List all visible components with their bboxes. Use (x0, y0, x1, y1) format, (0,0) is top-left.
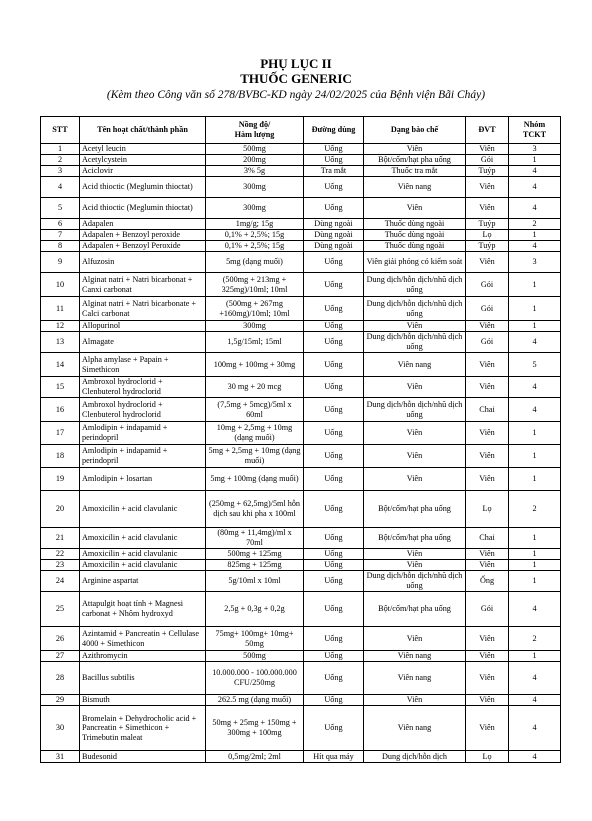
table-row (41, 166, 561, 177)
cell-name: Aciclovir (80, 166, 206, 177)
cell-name: Almagate (80, 332, 206, 353)
cell-unit: Lọ (466, 751, 509, 763)
cell-form: Dung dịch/hỗn dịch/nhũ dịch uống (364, 332, 466, 353)
cell-route: Uống (304, 321, 364, 332)
cell-stt: 1 (41, 144, 80, 155)
cell-form: Thuốc dùng ngoài (364, 241, 466, 252)
table-row (41, 252, 561, 273)
cell-stt: 14 (41, 353, 80, 377)
cell-group: 4 (509, 177, 561, 198)
cell-route: Uống (304, 468, 364, 491)
cell-route: Uống (304, 252, 364, 273)
cell-stt: 7 (41, 230, 80, 241)
cell-stt: 31 (41, 751, 80, 763)
cell-form: Viên nang (364, 353, 466, 377)
table-row (41, 241, 561, 252)
cell-unit: Viên (466, 549, 509, 560)
cell-group: 4 (509, 751, 561, 763)
cell-route: Uống (304, 592, 364, 627)
cell-strength: 300mg (206, 321, 304, 332)
cell-group: 4 (509, 706, 561, 751)
cell-name: Arginine aspartat (80, 571, 206, 592)
cell-stt: 8 (41, 241, 80, 252)
cell-strength: 300mg (206, 198, 304, 219)
cell-route: Uống (304, 273, 364, 297)
cell-form: Dung dịch/hỗn dịch/nhũ dịch uống (364, 398, 466, 422)
cell-stt: 4 (41, 177, 80, 198)
cell-route: Uống (304, 297, 364, 321)
cell-stt: 17 (41, 422, 80, 445)
cell-route: Uống (304, 560, 364, 571)
cell-route: Uống (304, 198, 364, 219)
cell-strength: 825mg + 125mg (206, 560, 304, 571)
cell-stt: 10 (41, 273, 80, 297)
cell-strength: (7,5mg + 5mcg)/5ml x 60ml (206, 398, 304, 422)
cell-name: Azintamid + Pancreatin + Cellulase 4000 + Simethicon (80, 627, 206, 651)
cell-name: Attapulgit hoạt tính + Magnesi carbonat + Nhôm hydroxyd (80, 592, 206, 627)
cell-name: Alginat natri + Natri bicarbonate + Calci carbonat (80, 297, 206, 321)
cell-form: Thuốc tra mắt (364, 166, 466, 177)
cell-route: Uống (304, 353, 364, 377)
cell-stt: 21 (41, 528, 80, 549)
table-row (41, 549, 561, 560)
cell-stt: 19 (41, 468, 80, 491)
cell-strength: 500mg (206, 651, 304, 662)
cell-strength: 200mg (206, 155, 304, 166)
cell-group: 1 (509, 528, 561, 549)
cell-route: Tra mắt (304, 166, 364, 177)
cell-unit: Viên (466, 468, 509, 491)
cell-unit: Tuýp (466, 166, 509, 177)
cell-strength: 0,5mg/2ml; 2ml (206, 751, 304, 763)
cell-strength: (500mg + 213mg + 325mg)/10ml; 10ml (206, 273, 304, 297)
cell-name: Adapalen + Benzoyl Peroxide (80, 241, 206, 252)
cell-unit: Gói (466, 297, 509, 321)
cell-name: Bacillus subtilis (80, 662, 206, 695)
cell-unit: Gói (466, 273, 509, 297)
cell-route: Uống (304, 695, 364, 706)
cell-group: 4 (509, 332, 561, 353)
cell-strength: 5mg (dạng muối) (206, 252, 304, 273)
table-body (41, 144, 561, 763)
cell-stt: 6 (41, 219, 80, 230)
cell-unit: Viên (466, 177, 509, 198)
table-row (41, 662, 561, 695)
cell-group: 1 (509, 230, 561, 241)
cell-strength: 3% 5g (206, 166, 304, 177)
table-row (41, 651, 561, 662)
cell-group: 1 (509, 571, 561, 592)
cell-unit: Gói (466, 592, 509, 627)
cell-route: Uống (304, 422, 364, 445)
cell-group: 1 (509, 321, 561, 332)
cell-unit: Tuýp (466, 241, 509, 252)
cell-name: Bromelain + Dehydrocholic acid + Pancreatin + Simethicon + Trimebutin maleat (80, 706, 206, 751)
cell-form: Viên (364, 144, 466, 155)
cell-group: 1 (509, 549, 561, 560)
cell-form: Dung dịch/hỗn dịch/nhũ dịch uống (364, 297, 466, 321)
cell-strength: 500mg (206, 144, 304, 155)
table-row (41, 297, 561, 321)
table-row (41, 353, 561, 377)
cell-stt: 5 (41, 198, 80, 219)
cell-unit: Chai (466, 528, 509, 549)
cell-unit: Viên (466, 144, 509, 155)
cell-group: 4 (509, 592, 561, 627)
column-header-form: Dạng bào chế (364, 117, 466, 144)
cell-group: 4 (509, 398, 561, 422)
cell-stt: 20 (41, 491, 80, 528)
cell-strength: 100mg + 100mg + 30mg (206, 353, 304, 377)
appendix-title: PHỤ LỤC II (260, 56, 332, 71)
cell-name: Amoxicilin + acid clavulanic (80, 491, 206, 528)
cell-stt: 29 (41, 695, 80, 706)
cell-form: Bột/cốm/hạt pha uống (364, 155, 466, 166)
cell-name: Ambroxol hydroclorid + Clenbuterol hydroclorid (80, 398, 206, 422)
table-row (41, 332, 561, 353)
cell-stt: 3 (41, 166, 80, 177)
column-header-group: Nhóm TCKT (509, 117, 561, 144)
cell-strength: 2,5g + 0,3g + 0,2g (206, 592, 304, 627)
cell-group: 2 (509, 491, 561, 528)
cell-unit: Viên (466, 422, 509, 445)
cell-unit: Gói (466, 155, 509, 166)
cell-strength: 0,1% + 2,5%; 15g (206, 230, 304, 241)
cell-route: Uống (304, 377, 364, 398)
cell-unit: Viên (466, 198, 509, 219)
cell-form: Dung dịch/hỗn dịch/nhũ dịch uống (364, 273, 466, 297)
table-row (41, 219, 561, 230)
cell-name: Amlodipin + indapamid + perindopril (80, 445, 206, 468)
cell-route: Uống (304, 706, 364, 751)
cell-strength: (500mg + 267mg +160mg)/10ml; 10ml (206, 297, 304, 321)
table-header-row (41, 117, 561, 144)
cell-stt: 15 (41, 377, 80, 398)
cell-group: 1 (509, 422, 561, 445)
cell-strength: (250mg + 62,5mg)/5ml hỗn dịch sau khi pha x 100ml (206, 491, 304, 528)
cell-strength: 1mg/g; 15g (206, 219, 304, 230)
cell-route: Uống (304, 549, 364, 560)
table-row (41, 695, 561, 706)
table-row (41, 177, 561, 198)
cell-stt: 2 (41, 155, 80, 166)
column-header-name: Tên hoạt chất/thành phần (80, 117, 206, 144)
cell-unit: Viên (466, 252, 509, 273)
cell-form: Viên (364, 468, 466, 491)
cell-form: Viên (364, 198, 466, 219)
cell-unit: Lọ (466, 491, 509, 528)
cell-group: 1 (509, 468, 561, 491)
cell-unit: Viên (466, 695, 509, 706)
cell-form: Viên (364, 695, 466, 706)
table-row (41, 468, 561, 491)
cell-strength: 5g/10ml x 10ml (206, 571, 304, 592)
column-header-unit: ĐVT (466, 117, 509, 144)
cell-stt: 28 (41, 662, 80, 695)
cell-stt: 12 (41, 321, 80, 332)
cell-name: Ambroxol hydroclorid + Clenbuterol hydroclorid (80, 377, 206, 398)
cell-group: 4 (509, 377, 561, 398)
cell-strength: 0,1% + 2,5%; 15g (206, 241, 304, 252)
cell-group: 1 (509, 297, 561, 321)
cell-group: 1 (509, 155, 561, 166)
cell-group: 4 (509, 166, 561, 177)
cell-group: 5 (509, 353, 561, 377)
cell-strength: 30 mg + 20 mcg (206, 377, 304, 398)
cell-group: 3 (509, 252, 561, 273)
cell-name: Allopurinol (80, 321, 206, 332)
cell-unit: Tuýp (466, 219, 509, 230)
table-row (41, 706, 561, 751)
cell-group: 1 (509, 273, 561, 297)
cell-group: 2 (509, 627, 561, 651)
cell-name: Adapalen (80, 219, 206, 230)
table-row (41, 273, 561, 297)
cell-route: Hít qua máy (304, 751, 364, 763)
appendix-heading: THUỐC GENERIC (240, 71, 352, 86)
table-row (41, 445, 561, 468)
cell-name: Acid thioctic (Meglumin thioctat) (80, 177, 206, 198)
cell-route: Uống (304, 177, 364, 198)
cell-name: Acid thioctic (Meglumin thioctat) (80, 198, 206, 219)
cell-form: Viên (364, 560, 466, 571)
table-row (41, 751, 561, 763)
cell-strength: 10.000.000 - 100.000.000 CFU/250mg (206, 662, 304, 695)
cell-stt: 27 (41, 651, 80, 662)
table-row (41, 377, 561, 398)
cell-unit: Viên (466, 321, 509, 332)
cell-strength: 10mg + 2,5mg + 10mg (dạng muối) (206, 422, 304, 445)
table-row (41, 398, 561, 422)
cell-form: Bột/cốm/hạt pha uống (364, 491, 466, 528)
cell-stt: 13 (41, 332, 80, 353)
cell-strength: 75mg+ 100mg+ 10mg+ 50mg (206, 627, 304, 651)
document-subtitle: (Kèm theo Công văn số 278/BVBC-KD ngày 24/02/2025 của Bệnh viện Bãi Cháy) (106, 89, 486, 101)
cell-strength: 50mg + 25mg + 150mg + 300mg + 100mg (206, 706, 304, 751)
cell-unit: Lọ (466, 230, 509, 241)
table-row (41, 230, 561, 241)
cell-stt: 26 (41, 627, 80, 651)
cell-unit: Viên (466, 560, 509, 571)
cell-group: 1 (509, 445, 561, 468)
cell-route: Dùng ngoài (304, 219, 364, 230)
cell-name: Amlodipin + indapamid + perindopril (80, 422, 206, 445)
cell-name: Alfuzosin (80, 252, 206, 273)
cell-route: Dùng ngoài (304, 230, 364, 241)
cell-route: Uống (304, 528, 364, 549)
cell-stt: 25 (41, 592, 80, 627)
cell-group: 1 (509, 651, 561, 662)
cell-route: Uống (304, 491, 364, 528)
cell-name: Acetyl leucin (80, 144, 206, 155)
cell-unit: Viên (466, 377, 509, 398)
cell-route: Uống (304, 651, 364, 662)
cell-route: Uống (304, 662, 364, 695)
cell-route: Uống (304, 445, 364, 468)
cell-route: Uống (304, 144, 364, 155)
cell-form: Thuốc dùng ngoài (364, 219, 466, 230)
cell-stt: 11 (41, 297, 80, 321)
cell-form: Dung dịch/hỗn dịch (364, 751, 466, 763)
table-row (41, 144, 561, 155)
table-row (41, 627, 561, 651)
cell-name: Budesonid (80, 751, 206, 763)
cell-route: Uống (304, 332, 364, 353)
cell-route: Uống (304, 155, 364, 166)
cell-name: Amoxicilin + acid clavulanic (80, 528, 206, 549)
cell-strength: 1,5g/15ml; 15ml (206, 332, 304, 353)
cell-name: Alginat natri + Natri bicarbonat + Canxi carbonat (80, 273, 206, 297)
cell-form: Bột/cốm/hạt pha uống (364, 592, 466, 627)
cell-form: Thuốc dùng ngoài (364, 230, 466, 241)
column-header-route: Đường dùng (304, 117, 364, 144)
cell-group: 4 (509, 241, 561, 252)
cell-unit: Viên (466, 627, 509, 651)
cell-unit: Ống (466, 571, 509, 592)
table-row (41, 491, 561, 528)
cell-stt: 24 (41, 571, 80, 592)
table-row (41, 592, 561, 627)
cell-name: Bismuth (80, 695, 206, 706)
cell-form: Viên nang (364, 706, 466, 751)
cell-form: Viên (364, 321, 466, 332)
cell-route: Uống (304, 571, 364, 592)
cell-name: Azithromycin (80, 651, 206, 662)
cell-form: Viên nang (364, 662, 466, 695)
cell-form: Viên nang (364, 177, 466, 198)
cell-stt: 22 (41, 549, 80, 560)
cell-form: Viên nang (364, 651, 466, 662)
cell-form: Bột/cốm/hạt pha uống (364, 528, 466, 549)
drug-table (40, 116, 561, 763)
column-header-strength: Nồng độ/ Hàm lượng (206, 117, 304, 144)
cell-name: Acetylcystein (80, 155, 206, 166)
cell-unit: Viên (466, 651, 509, 662)
cell-form: Viên giải phóng có kiểm soát (364, 252, 466, 273)
cell-group: 4 (509, 662, 561, 695)
cell-unit: Chai (466, 398, 509, 422)
cell-unit: Viên (466, 662, 509, 695)
table-row (41, 560, 561, 571)
cell-group: 4 (509, 695, 561, 706)
cell-strength: 262.5 mg (dạng muối) (206, 695, 304, 706)
cell-stt: 9 (41, 252, 80, 273)
cell-name: Amoxicilin + acid clavulanic (80, 560, 206, 571)
cell-name: Amlodipin + losartan (80, 468, 206, 491)
cell-route: Dùng ngoài (304, 241, 364, 252)
cell-unit: Gói (466, 332, 509, 353)
cell-name: Amoxicilin + acid clavulanic (80, 549, 206, 560)
cell-strength: 5mg + 100mg (dạng muối) (206, 468, 304, 491)
cell-name: Alpha amylase + Papain + Simethicon (80, 353, 206, 377)
cell-route: Uống (304, 398, 364, 422)
cell-form: Dung dịch/hỗn dịch/nhũ dịch uống (364, 571, 466, 592)
cell-group: 2 (509, 219, 561, 230)
cell-group: 4 (509, 198, 561, 219)
cell-strength: (80mg + 11,4mg)/ml x 70ml (206, 528, 304, 549)
cell-group: 1 (509, 560, 561, 571)
table-row (41, 198, 561, 219)
cell-name: Adapalen + Benzoyl peroxide (80, 230, 206, 241)
cell-stt: 30 (41, 706, 80, 751)
cell-form: Viên (364, 627, 466, 651)
cell-unit: Viên (466, 706, 509, 751)
cell-group: 3 (509, 144, 561, 155)
cell-form: Viên (364, 422, 466, 445)
cell-stt: 16 (41, 398, 80, 422)
cell-strength: 500mg + 125mg (206, 549, 304, 560)
cell-strength: 5mg + 2,5mg + 10mg (dạng muối) (206, 445, 304, 468)
cell-stt: 23 (41, 560, 80, 571)
table-row (41, 528, 561, 549)
table-row (41, 321, 561, 332)
cell-strength: 300mg (206, 177, 304, 198)
cell-route: Uống (304, 627, 364, 651)
cell-unit: Viên (466, 353, 509, 377)
table-row (41, 571, 561, 592)
table-row (41, 155, 561, 166)
column-header-stt: STT (41, 117, 80, 144)
table-row (41, 422, 561, 445)
cell-form: Viên (364, 445, 466, 468)
cell-unit: Viên (466, 445, 509, 468)
cell-stt: 18 (41, 445, 80, 468)
cell-form: Viên (364, 549, 466, 560)
cell-form: Viên (364, 377, 466, 398)
